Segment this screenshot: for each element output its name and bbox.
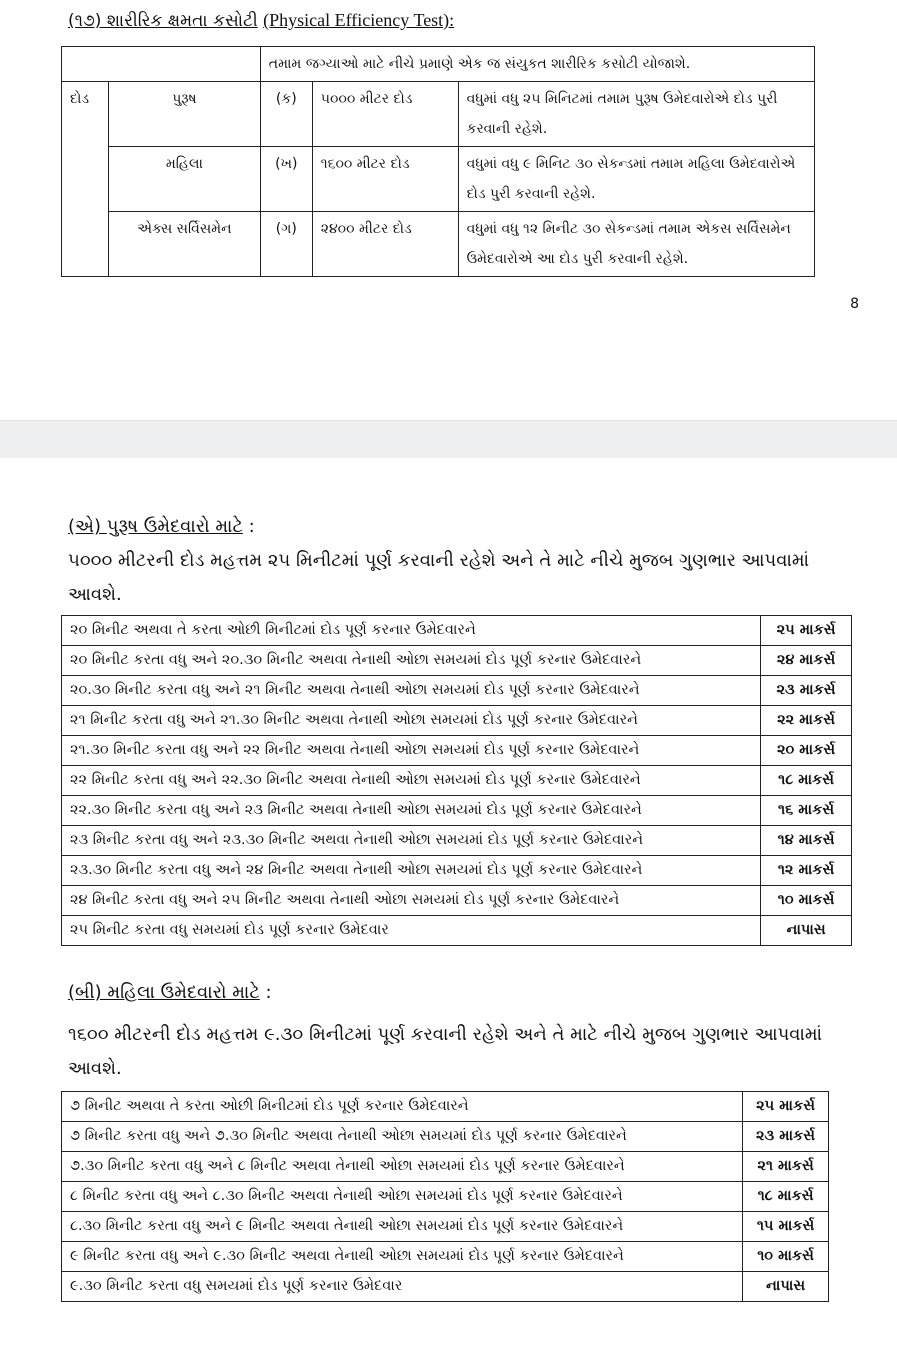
code-cell: (ખ) <box>260 147 312 212</box>
distance-cell: ૫૦૦૦ મીટર દોડ <box>312 82 458 147</box>
criteria-cell: ૭ મિનીટ કરતા વધુ અને ૭.૩૦ મિનીટ અથવા તેનાથી ઓછા સમયમાં દોડ પૂર્ણ કરનાર ઉમેદવારને <box>62 1122 743 1152</box>
criteria-cell: ૮.૩૦ મિનીટ કરતા વધુ અને ૯ મિનીટ અથવા તેનાથી ઓછા સમયમાં દોડ પૂર્ણ કરનાર ઉમેદવારને <box>62 1212 743 1242</box>
criteria-cell: ૮ મિનીટ કરતા વધુ અને ૮.૩૦ મિનીટ અથવા તેનાથી ઓછા સમયમાં દોડ પૂર્ણ કરનાર ઉમેદવારને <box>62 1182 743 1212</box>
code-cell: (ક) <box>260 82 312 147</box>
document-page-1 <box>0 0 897 420</box>
female-marks-table <box>61 1091 829 1302</box>
criteria-cell: ૭ મિનીટ અથવા તે કરતા ઓછી મિનીટમાં દોડ પૂર્ણ કરનાર ઉમેદવારને <box>62 1092 743 1122</box>
criteria-cell: ૯.૩૦ મિનીટ કરતા વધુ સમયમાં દોડ પૂર્ણ કરનાર ઉમેદવાર <box>62 1272 743 1302</box>
marks-cell: ૨૪ માકર્સ <box>761 646 852 676</box>
male-heading-colon: : <box>242 516 255 537</box>
category-cell: પુરૂષ <box>108 82 260 147</box>
marks-cell: ૨૩ માકર્સ <box>761 676 852 706</box>
run-label: દોડ <box>62 82 109 277</box>
marks-cell: ૨૩ માકર્સ <box>743 1122 829 1152</box>
category-cell: મહિલા <box>108 147 260 212</box>
table-row <box>62 706 852 736</box>
table-row <box>62 766 852 796</box>
table-row <box>62 1212 829 1242</box>
marks-cell: ૨૦ માકર્સ <box>761 736 852 766</box>
marks-cell: ૧૦ માકર્સ <box>743 1242 829 1272</box>
male-heading-text: (એ) પુરૂષ ઉમેદવારો માટે <box>68 516 243 537</box>
table-row <box>62 616 852 646</box>
criteria-cell: ૨૨.૩૦ મિનીટ કરતા વધુ અને ૨૩ મિનીટ અથવા તેનાથી ઓછા સમયમાં દોડ પૂર્ણ કરનાર ઉમેદવારને <box>62 796 761 826</box>
marks-cell: ૧૦ માકર્સ <box>761 886 852 916</box>
table-row <box>62 886 852 916</box>
marks-cell: ૧૫ માકર્સ <box>743 1212 829 1242</box>
marks-cell: ૨૧ માકર્સ <box>743 1152 829 1182</box>
document-page-2 <box>0 458 897 1349</box>
table-row <box>62 826 852 856</box>
description-cell: વધુમાં વધુ ૨૫ મિનિટમાં તમામ પુરૂષ ઉમેદવારોએ દોડ પુરી કરવાની રહેશે. <box>458 82 814 147</box>
page-separator <box>0 420 897 459</box>
criteria-cell: ૭.૩૦ મિનીટ કરતા વધુ અને ૮ મિનીટ અથવા તેનાથી ઓછા સમયમાં દોડ પૂર્ણ કરનાર ઉમેદવારને <box>62 1152 743 1182</box>
male-heading <box>68 516 255 537</box>
table-row <box>62 1272 829 1302</box>
criteria-cell: ૨૦ મિનીટ કરતા વધુ અને ૨૦.૩૦ મિનીટ અથવા તેનાથી ઓછા સમયમાં દોડ પૂર્ણ કરનાર ઉમેદવારને <box>62 646 761 676</box>
table-row <box>62 212 815 277</box>
code-cell: (ગ) <box>260 212 312 277</box>
marks-cell: ૧૨ માકર્સ <box>761 856 852 886</box>
criteria-cell: ૨૩ મિનીટ કરતા વધુ અને ૨૩.૩૦ મિનીટ અથવા તેનાથી ઓછા સમયમાં દોડ પૂર્ણ કરનાર ઉમેદવારને <box>62 826 761 856</box>
table-row <box>62 916 852 946</box>
section-17-heading <box>68 10 454 31</box>
marks-cell: નાપાસ <box>761 916 852 946</box>
table-row <box>62 676 852 706</box>
criteria-cell: ૨૩.૩૦ મિનીટ કરતા વધુ અને ૨૪ મિનીટ અથવા તેનાથી ઓછા સમયમાં દોડ પૂર્ણ કરનાર ઉમેદવારને <box>62 856 761 886</box>
marks-cell: ૧૬ માકર્સ <box>761 796 852 826</box>
table-row <box>62 1182 829 1212</box>
marks-cell: ૨૫ માકર્સ <box>761 616 852 646</box>
criteria-cell: ૨૫ મિનીટ કરતા વધુ સમયમાં દોડ પૂર્ણ કરનાર ઉમેદવાર <box>62 916 761 946</box>
female-heading-text: (બી) મહિલા ઉમેદવારો માટે <box>68 982 260 1003</box>
marks-cell: ૧૪ માકર્સ <box>761 826 852 856</box>
marks-cell: નાપાસ <box>743 1272 829 1302</box>
table-row <box>62 1242 829 1272</box>
criteria-cell: ૨૦.૩૦ મિનીટ કરતા વધુ અને ૨૧ મિનીટ અથવા તેનાથી ઓછા સમયમાં દોડ પૂર્ણ કરનાર ઉમેદવારને <box>62 676 761 706</box>
criteria-cell: ૨૦ મિનીટ અથવા તે કરતા ઓછી મિનીટમાં દોડ પૂર્ણ કરનાર ઉમેદવારને <box>62 616 761 646</box>
page-number: 8 <box>850 296 859 312</box>
section-17-heading-gu: (૧૭) શારીરિક ક્ષમતા કસોટી <box>68 11 258 31</box>
distance-cell: ૧૬૦૦ મીટર દોડ <box>312 147 458 212</box>
category-cell: એક્સ સર્વિસમેન <box>108 212 260 277</box>
table-row <box>62 646 852 676</box>
criteria-cell: ૨૧ મિનીટ કરતા વધુ અને ૨૧.૩૦ મિનીટ અથવા તેનાથી ઓછા સમયમાં દોડ પૂર્ણ કરનાર ઉમેદવારને <box>62 706 761 736</box>
table-header-row <box>62 47 815 82</box>
table-row <box>62 1092 829 1122</box>
criteria-cell: ૨૧.૩૦ મિનીટ કરતા વધુ અને ૨૨ મિનીટ અથવા તેનાથી ઓછા સમયમાં દોડ પૂર્ણ કરનાર ઉમેદવારને <box>62 736 761 766</box>
table-row <box>62 796 852 826</box>
table-header-empty <box>62 47 261 82</box>
female-heading <box>68 982 272 1003</box>
table-row <box>62 1152 829 1182</box>
male-marks-table <box>61 615 852 946</box>
physical-test-table <box>61 46 815 277</box>
criteria-cell: ૨૨ મિનીટ કરતા વધુ અને ૨૨.૩૦ મિનીટ અથવા તેનાથી ઓછા સમયમાં દોડ પૂર્ણ કરનાર ઉમેદવારને <box>62 766 761 796</box>
female-heading-colon: : <box>259 982 272 1003</box>
description-cell: વધુમાં વધુ ૯ મિનિટ ૩૦ સેકન્ડમાં તમામ મહિલા ઉમેદવારોએ દોડ પુરી કરવાની રહેશે. <box>458 147 814 212</box>
section-17-heading-en: (Physical Efficiency Test): <box>263 10 455 30</box>
table-header-text: તમામ જગ્યાઓ માટે નીચે પ્રમાણે એક જ સંયુકત શારીરિક કસોટી યોજાશે. <box>260 47 814 82</box>
distance-cell: ૨૪૦૦ મીટર દોડ <box>312 212 458 277</box>
table-row <box>62 856 852 886</box>
criteria-cell: ૨૪ મિનીટ કરતા વધુ અને ૨૫ મિનીટ અથવા તેનાથી ઓછા સમયમાં દોડ પૂર્ણ કરનાર ઉમેદવારને <box>62 886 761 916</box>
marks-cell: ૧૮ માકર્સ <box>743 1182 829 1212</box>
table-row <box>62 1122 829 1152</box>
marks-cell: ૨૫ માકર્સ <box>743 1092 829 1122</box>
table-row <box>62 736 852 766</box>
male-paragraph: ૫૦૦૦ મીટરની દોડ મહત્તમ ૨૫ મિનીટમાં પૂર્ણ કરવાની રહેશે અને તે માટે નીચે મુજબ ગુણભાર આપવામાં આવશે. <box>68 550 809 605</box>
criteria-cell: ૯ મિનીટ કરતા વધુ અને ૯.૩૦ મિનીટ અથવા તેનાથી ઓછા સમયમાં દોડ પૂર્ણ કરનાર ઉમેદવારને <box>62 1242 743 1272</box>
description-cell: વધુમાં વધુ ૧૨ મિનીટ ૩૦ સેકન્ડમાં તમામ એકસ સર્વિસમેન ઉમેદવારોએ આ દોડ પુરી કરવાની રહેશે. <box>458 212 814 277</box>
marks-cell: ૨૨ માકર્સ <box>761 706 852 736</box>
table-row <box>62 147 815 212</box>
female-paragraph: ૧૬૦૦ મીટરની દોડ મહત્તમ ૯.૩૦ મિનીટમાં પૂર્ણ કરવાની રહેશે અને તે માટે નીચે મુજબ ગુણભાર આપવામાં આવશે. <box>68 1024 823 1079</box>
marks-cell: ૧૮ માકર્સ <box>761 766 852 796</box>
table-row <box>62 82 815 147</box>
